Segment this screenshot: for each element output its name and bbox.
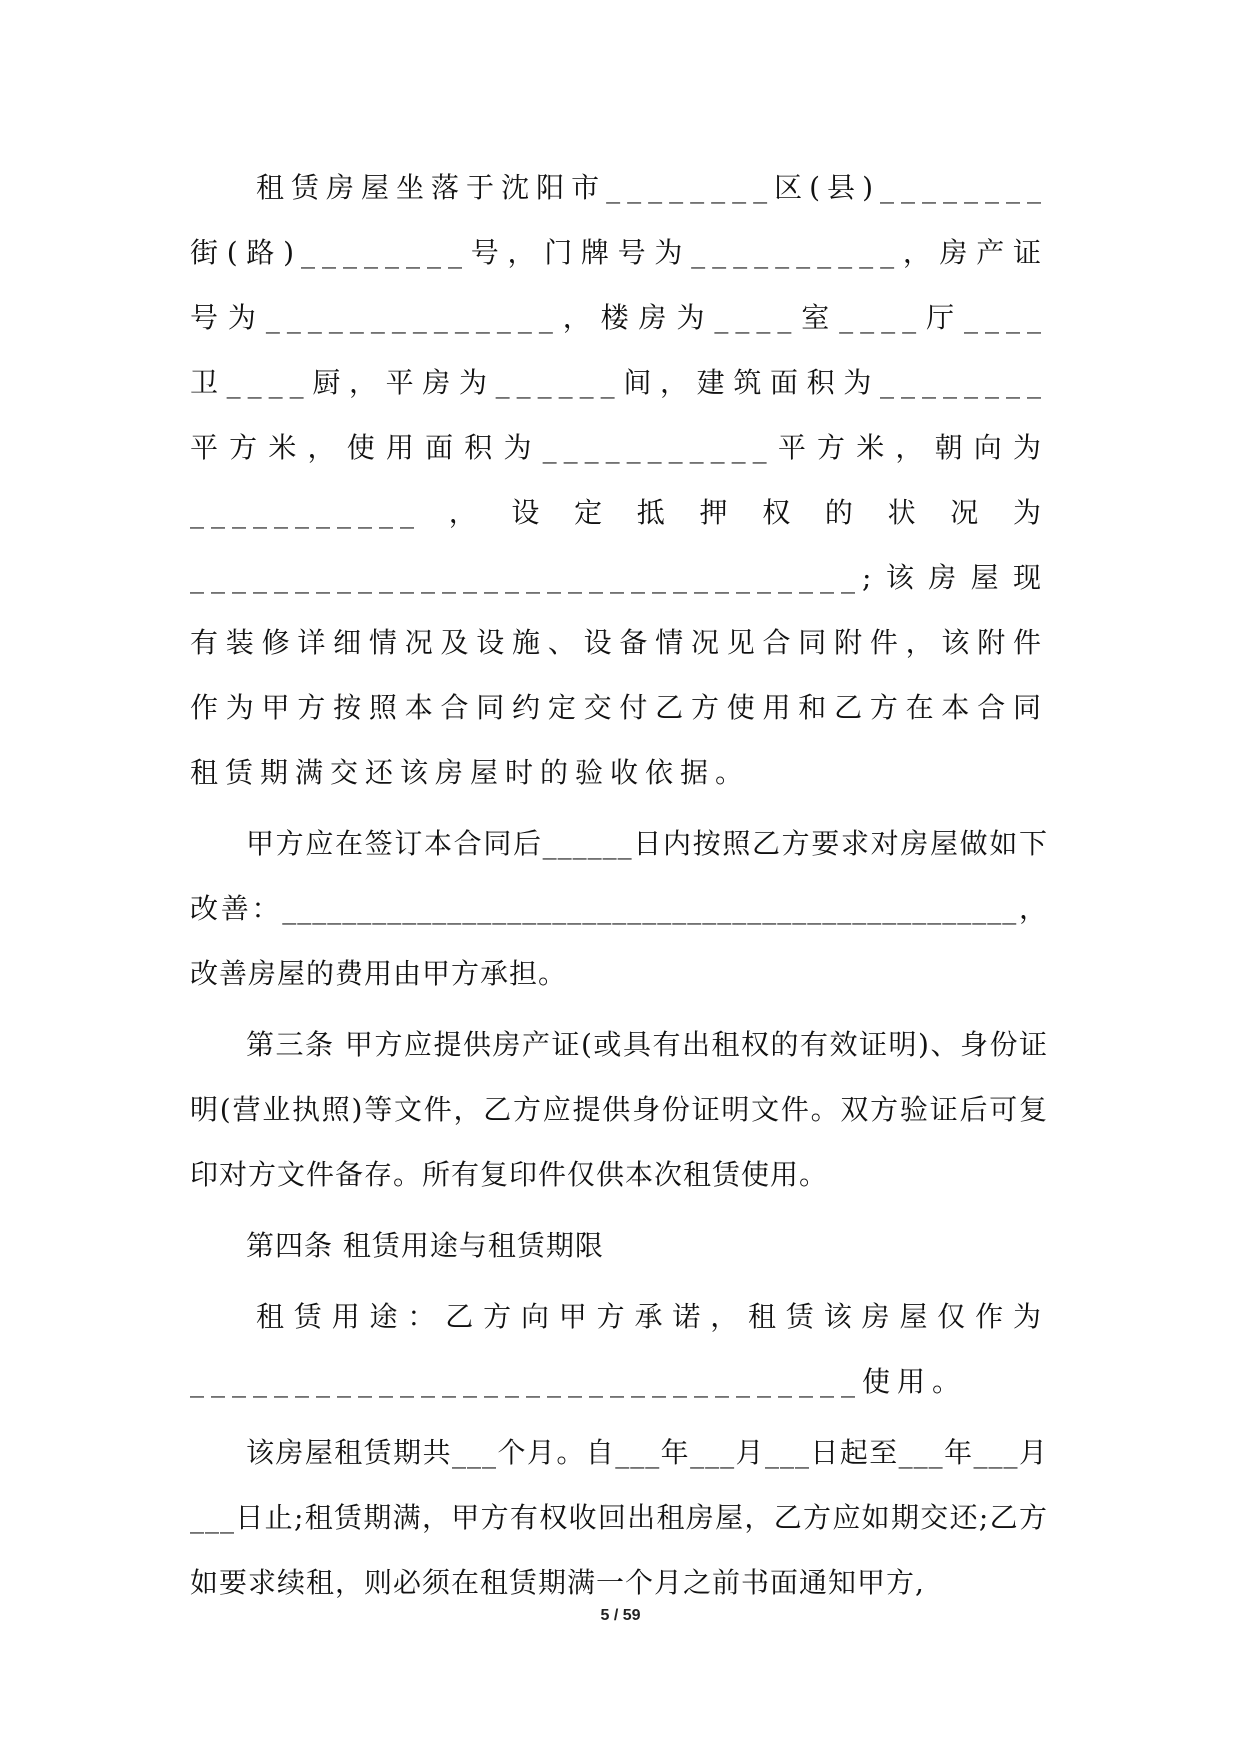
paragraph-improvements: 甲方应在签订本合同后______日内按照乙方要求对房屋做如下改善：_________________________________________________，改善房屋的费用由甲方承担。 — [190, 827, 1048, 990]
page-number: 5 / 59 — [600, 1607, 641, 1624]
paragraph-lease-purpose: 租赁用途：乙方向甲方承诺，租赁该房屋仅作为________________________________使用。 — [190, 1300, 1048, 1398]
document-body — [190, 155, 1048, 1621]
paragraph-article-four-heading: 第四条 租赁用途与租赁期限 — [246, 1229, 604, 1262]
paragraph-property-location: 租赁房屋坐落于沈阳市________区(县)________街(路)________号，门牌号为__________，房产证号为______________，楼房为____室____厅____卫____厨，平房为______间，建筑面积为________平方米，使用面积为___________平方米，朝向为___________，设定抵押权的状况为________________________________;该房屋现有装修详细情况及设施、设备情况见合同附件，该附件作为甲方按照本合同约定交付乙方使用和乙方在本合同租赁期满交还该房屋时的验收依据。 — [190, 171, 1048, 789]
paragraph-lease-term: 该房屋租赁期共___个月。自___年___月___日起至___年___月___日止;租赁期满，甲方有权收回出租房屋，乙方应如期交还;乙方如要求续租，则必须在租赁期满一个月之前书面通知甲方, — [190, 1436, 1048, 1599]
paragraph-article-three: 第三条 甲方应提供房产证(或具有出租权的有效证明)、身份证明(营业执照)等文件，乙方应提供身份证明文件。双方验证后可复印对方文件备存。所有复印件仅供本次租赁使用。 — [190, 1028, 1048, 1191]
